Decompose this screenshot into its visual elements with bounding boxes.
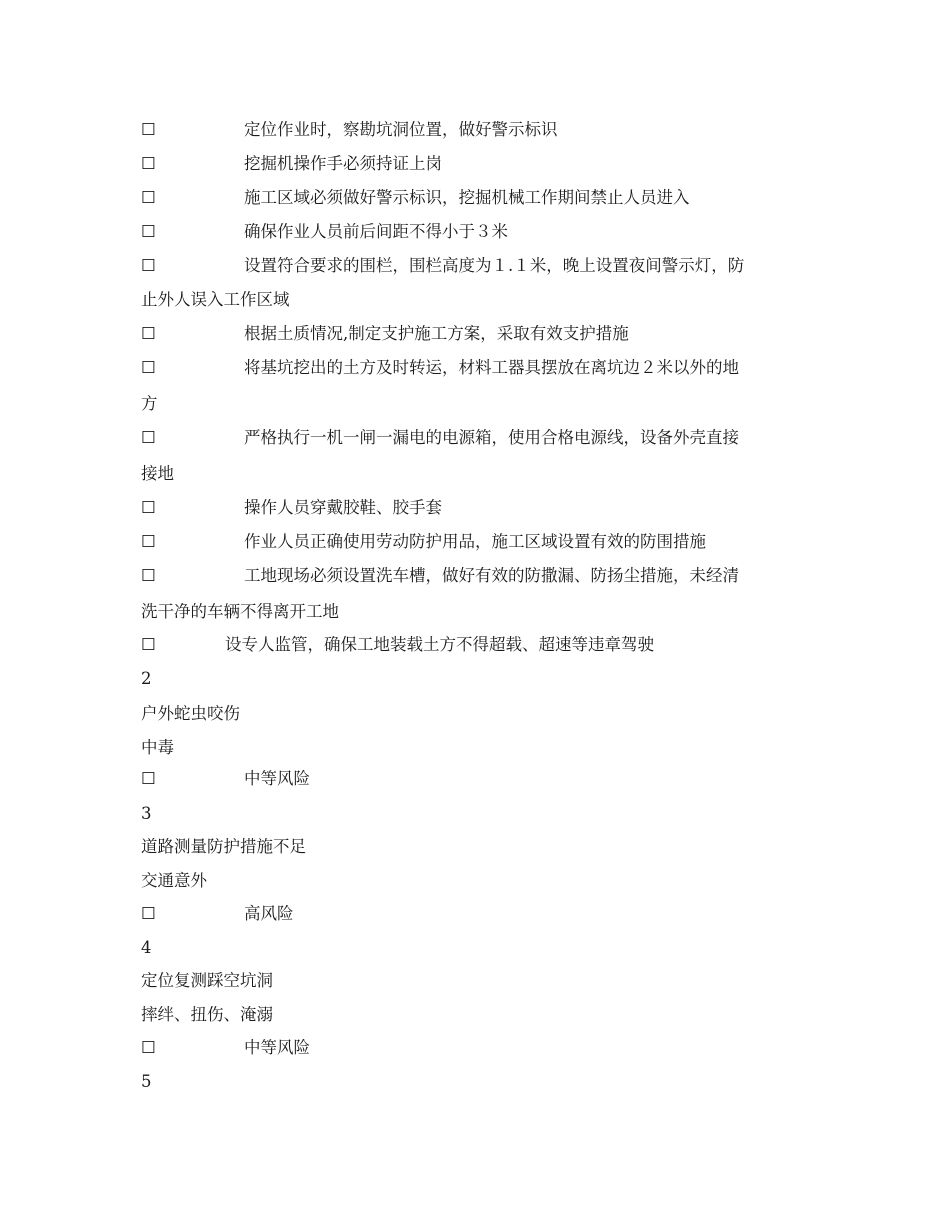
checkbox-icon: ☐: [141, 498, 156, 517]
risk-text: 中等风险: [244, 769, 310, 788]
measure-text: 设置符合要求的围栏，围栏高度为１.１米，晚上设置夜间警示灯，防: [244, 256, 745, 275]
risk-level: [141, 1037, 811, 1059]
consequence-text: 摔绊、扭伤、淹溺: [141, 1005, 273, 1024]
measure-text-continued: 方: [141, 394, 158, 413]
row-number: 4: [141, 938, 152, 957]
row-number: 3: [141, 804, 152, 823]
measure-text: 严格执行一机一闸一漏电的电源箱，使用合格电源线，设备外壳直接: [244, 428, 739, 447]
checkbox-icon: ☐: [141, 358, 156, 377]
measure-item: [141, 221, 811, 243]
checkbox-icon: ☐: [141, 222, 156, 241]
measure-item: [141, 119, 811, 141]
measure-text: 作业人员正确使用劳动防护用品，施工区域设置有效的防围措施: [244, 532, 706, 551]
measure-text: 设专人监管，确保工地装载土方不得超载、超速等违章驾驶: [225, 635, 654, 654]
checkbox-icon: ☐: [141, 1038, 156, 1057]
consequence-text: 交通意外: [141, 871, 207, 890]
checkbox-icon: ☐: [141, 256, 156, 275]
measure-text: 根据土质情况,制定支护施工方案，采取有效支护措施: [244, 324, 629, 343]
measure-text: 施工区域必须做好警示标识，挖掘机械工作期间禁止人员进入: [244, 188, 690, 207]
measure-text: 定位作业时，察勘坑洞位置，做好警示标识: [244, 120, 558, 139]
measure-item: [141, 531, 811, 553]
checkbox-icon: ☐: [141, 635, 156, 654]
hazard-text: 道路测量防护措施不足: [141, 837, 306, 856]
checkbox-icon: ☐: [141, 532, 156, 551]
hazard-text: 户外蛇虫咬伤: [141, 704, 240, 723]
measure-item: [141, 497, 811, 519]
row-number: 2: [141, 669, 152, 688]
measure-text: 将基坑挖出的土方及时转运，材料工器具摆放在离坑边２米以外的地: [244, 358, 739, 377]
checkbox-icon: ☐: [141, 428, 156, 447]
checkbox-icon: ☐: [141, 188, 156, 207]
row-number: 5: [141, 1072, 152, 1091]
checkbox-icon: ☐: [141, 120, 156, 139]
hazard-text: 定位复测踩空坑洞: [141, 971, 273, 990]
risk-level: [141, 768, 811, 790]
checkbox-icon: ☐: [141, 324, 156, 343]
measure-text-continued: 接地: [141, 464, 174, 483]
measure-item: [141, 153, 811, 175]
measure-text: 工地现场必须设置洗车槽，做好有效的防撒漏、防扬尘措施，未经清: [244, 566, 739, 585]
measure-item: [141, 427, 811, 449]
measure-text: 挖掘机操作手必须持证上岗: [244, 154, 442, 173]
measure-item: [141, 323, 811, 345]
checkbox-icon: ☐: [141, 904, 156, 923]
measure-item: [141, 565, 811, 587]
consequence-text: 中毒: [141, 738, 174, 757]
checkbox-icon: ☐: [141, 154, 156, 173]
checkbox-icon: ☐: [141, 566, 156, 585]
measure-text: 确保作业人员前后间距不得小于３米: [244, 222, 508, 241]
risk-text: 中等风险: [244, 1038, 310, 1057]
measure-item: [141, 357, 811, 379]
measure-item: [141, 187, 811, 209]
risk-level: [141, 903, 811, 925]
measure-item: [141, 255, 811, 277]
measure-text-continued: 洗干净的车辆不得离开工地: [141, 602, 339, 621]
measure-text-continued: 止外人误入工作区域: [141, 290, 290, 309]
measure-text: 操作人员穿戴胶鞋、胶手套: [244, 498, 442, 517]
checkbox-icon: ☐: [141, 769, 156, 788]
measure-item: [141, 634, 811, 656]
risk-text: 高风险: [244, 904, 294, 923]
